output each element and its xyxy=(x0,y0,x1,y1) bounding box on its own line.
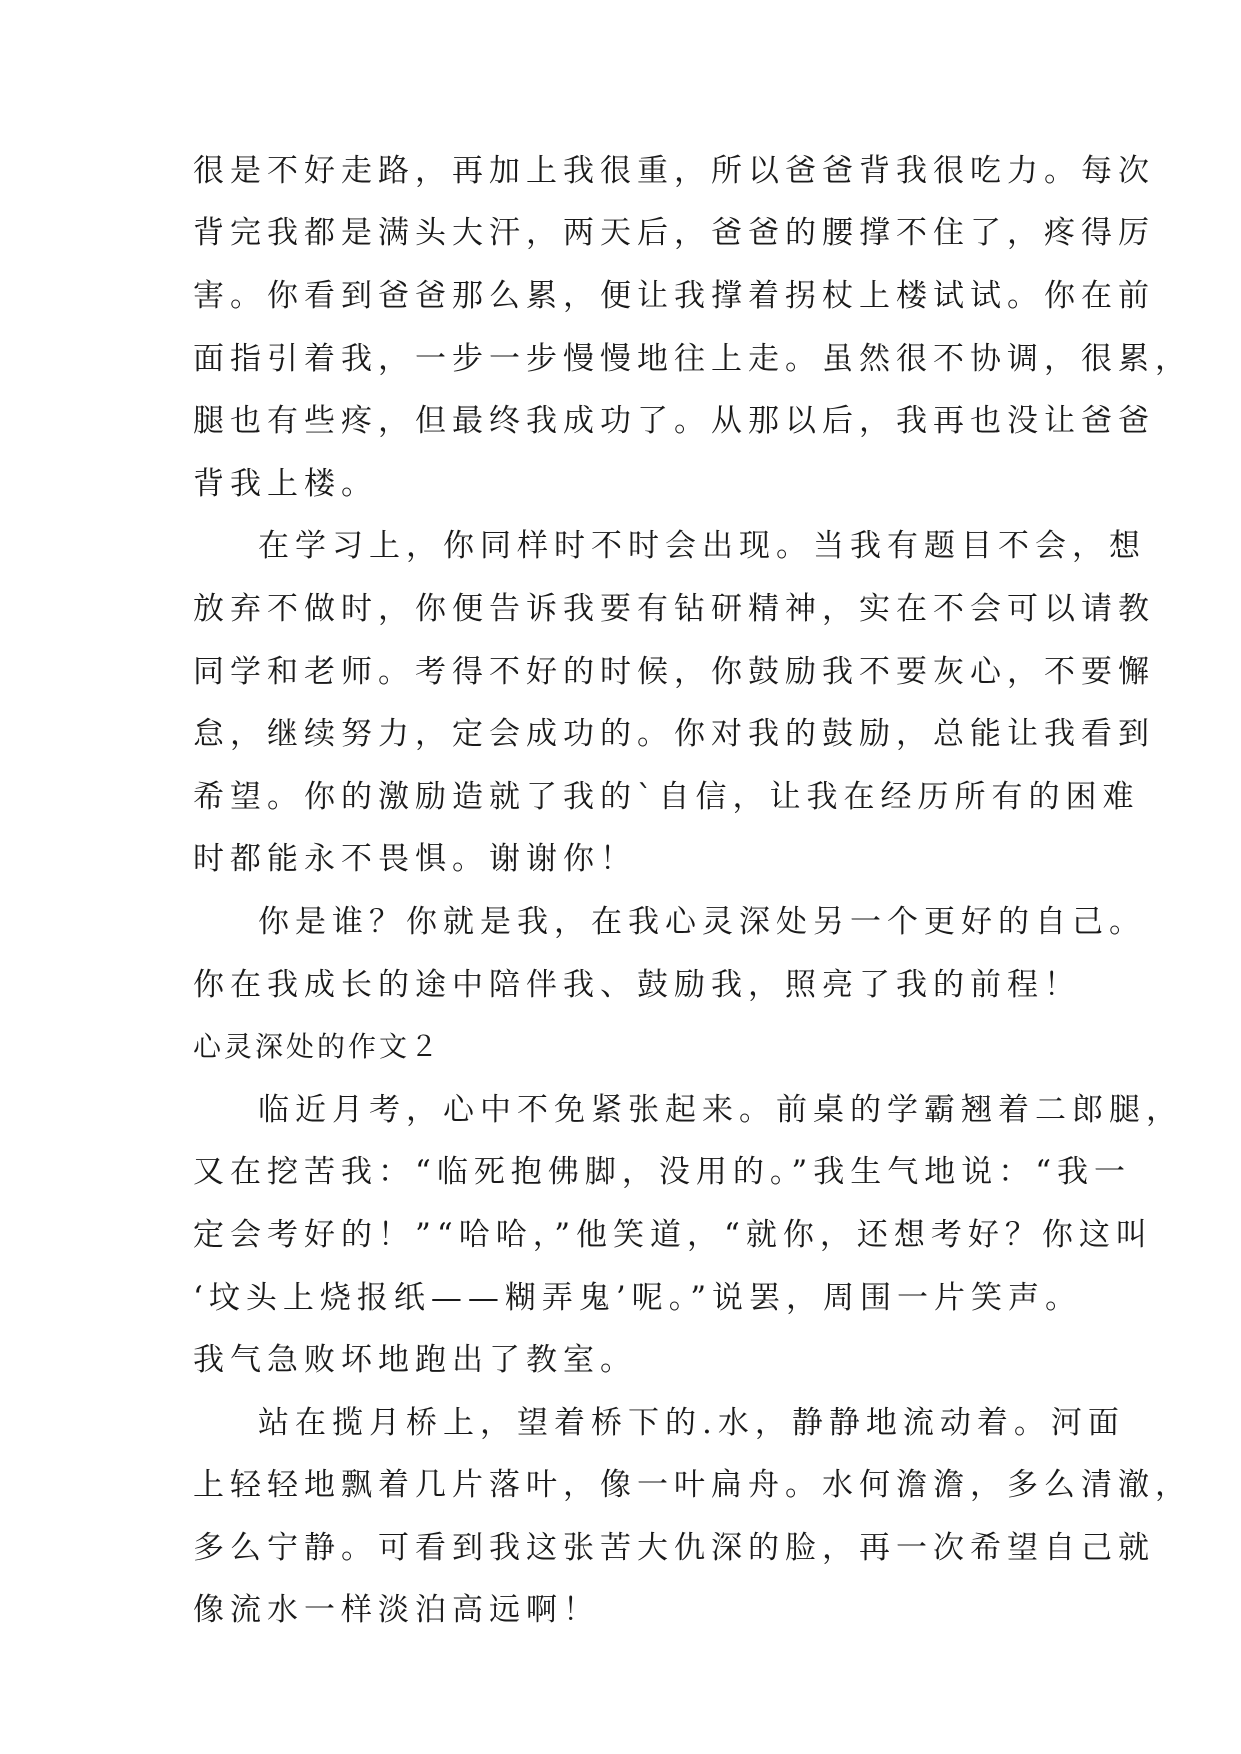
text-line: 临近月考，心中不免紧张起来。前桌的学霸翘着二郎腿， xyxy=(258,1092,1183,1128)
text-line: ‘坟头上烧报纸——糊弄鬼’呢。”说罢，周围一片笑声。 xyxy=(193,1280,1083,1316)
text-line: 放弃不做时，你便告诉我要有钻研精神，实在不会可以请教 xyxy=(193,591,1155,627)
text-line: 站在揽月桥上，望着桥下的.水，静静地流动着。河面 xyxy=(258,1405,1125,1441)
text-line: 多么宁静。可看到我这张苦大仇深的脸，再一次希望自己就 xyxy=(193,1530,1155,1566)
text-line: 定会考好的！”“哈哈，”他笑道，“就你，还想考好？你这叫 xyxy=(193,1217,1153,1253)
text-line: 背我上楼。 xyxy=(193,466,378,502)
text-line: 又在挖苦我：“临死抱佛脚，没用的。”我生气地说：“我一 xyxy=(193,1154,1132,1190)
text-line: 像流水一样淡泊高远啊！ xyxy=(193,1592,600,1628)
text-line: 怠，继续努力，定会成功的。你对我的鼓励，总能让我看到 xyxy=(193,716,1155,752)
text-line: 你在我成长的途中陪伴我、鼓励我，照亮了我的前程！ xyxy=(193,967,1081,1003)
text-line: 我气急败坏地跑出了教室。 xyxy=(193,1342,637,1378)
text-line: 很是不好走路，再加上我很重，所以爸爸背我很吃力。每次 xyxy=(193,153,1155,189)
text-line: 时都能永不畏惧。谢谢你！ xyxy=(193,841,637,877)
text-line: 在学习上，你同样时不时会出现。当我有题目不会，想 xyxy=(258,528,1146,564)
text-line: 背完我都是满头大汗，两天后，爸爸的腰撑不住了，疼得厉 xyxy=(193,215,1155,251)
text-line: 腿也有些疼，但最终我成功了。从那以后，我再也没让爸爸 xyxy=(193,403,1155,439)
text-line: 上轻轻地飘着几片落叶，像一叶扁舟。水何澹澹，多么清澈， xyxy=(193,1467,1192,1503)
text-line: 同学和老师。考得不好的时候，你鼓励我不要灰心，不要懈 xyxy=(193,654,1155,690)
section-title: 心灵深处的作文２ xyxy=(193,1030,442,1063)
text-line: 希望。你的激励造就了我的`自信，让我在经历所有的困难 xyxy=(193,779,1140,815)
text-line: 害。你看到爸爸那么累，便让我撑着拐杖上楼试试。你在前 xyxy=(193,278,1155,314)
text-line: 你是谁？你就是我，在我心灵深处另一个更好的自己。 xyxy=(258,904,1146,940)
text-line: 面指引着我，一步一步慢慢地往上走。虽然很不协调，很累， xyxy=(193,341,1192,377)
